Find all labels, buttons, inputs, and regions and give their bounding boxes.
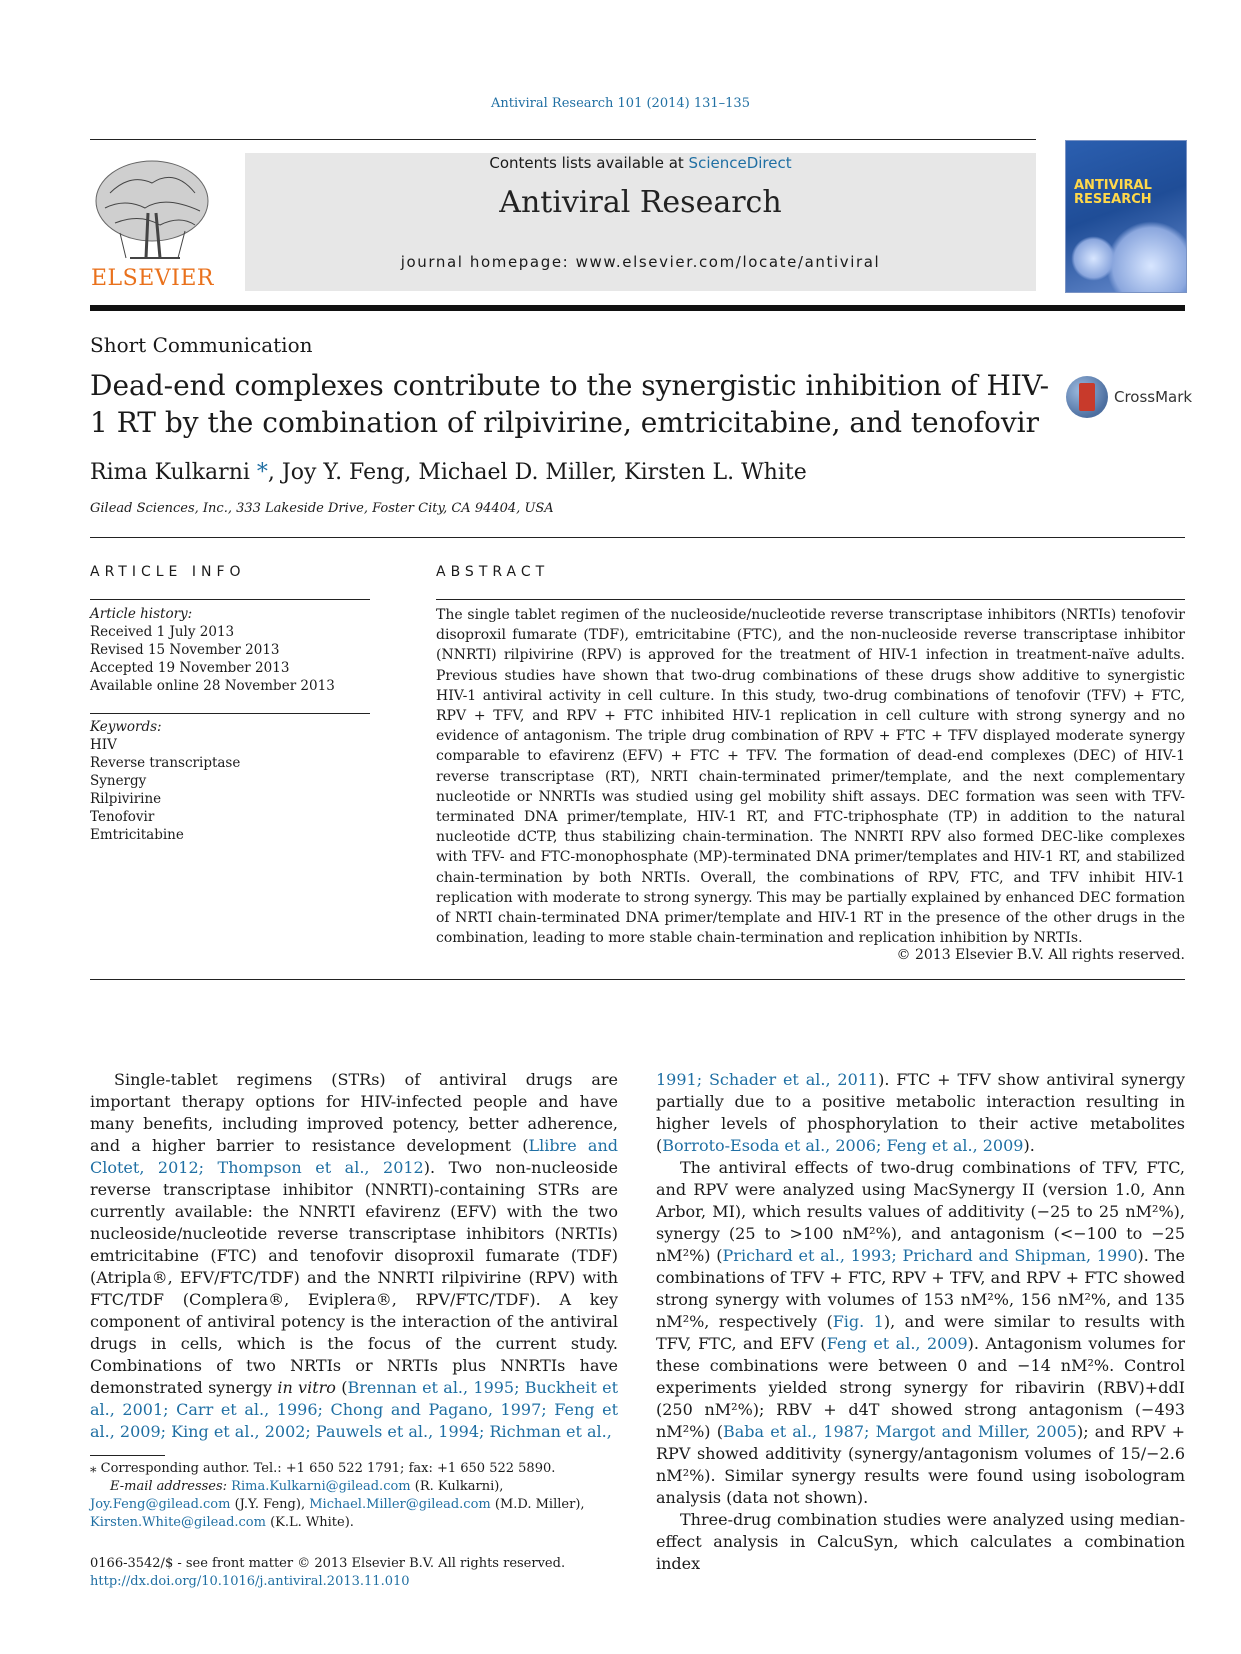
front-matter xyxy=(90,1555,565,1591)
keyword-item: Tenofovir xyxy=(90,809,155,825)
section-rule xyxy=(90,537,1185,538)
sciencedirect-link[interactable]: ScienceDirect xyxy=(688,154,792,172)
reference-link[interactable]: Brennan et al., 1995; Buckheit et al., 2001; Carr et al., 1996; Chong and Pagano, 1997; Feng et al., 2009; King et al., 2002; Pauwels et al., 1994; Richman et al., xyxy=(90,1378,619,1441)
author-names-rest: , Joy Y. Feng, Michael D. Miller, Kirsten L. White xyxy=(267,460,807,485)
body-paragraph: The antiviral effects of two-drug combinations of TFV, FTC, and RPV were analyzed using MacSynergy II (version 1.0, Ann Arbor, MI), which results values of additivity (−25 to 25 nM²%), synergy (25 to >100 nM²%), and antagonism (<−100 to −25 nM²%) (Prichard et al., 1993; Prichard and Shipman, 1990). The combinations of TFV + FTC, RPV + TFV, and RPV + FTC showed strong synergy with volumes of 153 nM²%, 156 nM²%, and 135 nM²%, respectively (Fig. 1), and were similar to results with TFV, FTC, and EFV (Feng et al., 2009). Antagonism volumes for these combinations were between 0 and −14 nM²%. Control experiments yielded strong synergy for ribavirin (RBV)+ddI (250 nM²%); RBV + d4T showed strong antagonism (−493 nM²%) (Baba et al., 1987; Margot and Miller, 2005); and RPV + RPV showed additivity (synergy/antagonism volumes of 15/−2.6 nM²%). Similar synergy results were found using isobologram analysis (data not shown). xyxy=(656,1158,1186,1507)
figure-link[interactable]: Fig. 1 xyxy=(832,1312,884,1331)
keywords-label: Keywords: xyxy=(90,719,162,735)
abstract-bottom-rule xyxy=(90,979,1185,980)
article-type: Short Communication xyxy=(90,333,313,357)
cover-title: ANTIVIRAL RESEARCH xyxy=(1074,178,1152,207)
reference-link[interactable]: Prichard et al., 1993; Prichard and Shipman, 1990 xyxy=(722,1246,1138,1265)
crossmark-badge[interactable] xyxy=(1066,376,1196,420)
body-paragraph: 1991; Schader et al., 2011). FTC + TFV show antiviral synergy partially due to a positive metabolic interaction resulting in higher levels of phosphorylation to their active metabolites (Borroto-Esoda et al., 2006; Feng et al., 2009). xyxy=(656,1070,1185,1155)
contents-line xyxy=(245,153,1036,173)
reference-link[interactable]: Baba et al., 1987; Margot and Miller, 2005 xyxy=(722,1422,1077,1441)
reference-link[interactable]: Llibre and Clotet, 2012; Thompson et al., 2012 xyxy=(90,1136,619,1177)
author-affiliation: Gilead Sciences, Inc., 333 Lakeside Drive, Foster City, CA 94404, USA xyxy=(90,501,554,516)
crossmark-bookmark-icon xyxy=(1079,383,1095,411)
issn-line: 0166-3542/$ - see front matter © 2013 Elsevier B.V. All rights reserved. xyxy=(90,1556,566,1571)
email-link[interactable]: Kirsten.White@gilead.com xyxy=(90,1515,266,1530)
elsevier-wordmark: ELSEVIER xyxy=(90,266,214,291)
footnote-rule xyxy=(90,1455,165,1456)
article-info-rule xyxy=(90,599,370,600)
keyword-item: Reverse transcriptase xyxy=(90,755,241,771)
author-list xyxy=(90,460,807,485)
header-thick-rule xyxy=(90,305,1185,311)
body-paragraph: Three-drug combination studies were analyzed using median-effect analysis in CalcuSyn, which calculates a combination index xyxy=(656,1510,1185,1573)
journal-homepage[interactable]: journal homepage: www.elsevier.com/locate/antiviral xyxy=(400,253,881,271)
reference-link[interactable]: 1991; Schader et al., 2011 xyxy=(656,1070,879,1089)
reference-link[interactable]: Borroto-Esoda et al., 2006; Feng et al., 2009 xyxy=(662,1136,1024,1155)
email-addresses: E-mail addresses: Rima.Kulkarni@gilead.com (R. Kulkarni), Joy.Feng@gilead.com (J.Y. Feng), Michael.Miller@gilead.com (M.D. Miller), Kirsten.White@gilead.com (K.L. White). xyxy=(90,1479,585,1530)
crossmark-label: CrossMark xyxy=(1114,388,1193,406)
header-top-rule xyxy=(90,139,1036,140)
abstract-rule xyxy=(436,599,1185,600)
history-item: Received 1 July 2013 xyxy=(90,624,235,640)
corresponding-author-contact: ⁎ Corresponding author. Tel.: +1 650 522 1791; fax: +1 650 522 5890. xyxy=(90,1461,556,1476)
article-history-label: Article history: xyxy=(90,606,193,622)
article-title: Dead-end complexes contribute to the synergistic inhibition of HIV-1 RT by the combination of rilpivirine, emtricitabine, and tenofovir xyxy=(90,369,1050,439)
email-link[interactable]: Michael.Miller@gilead.com xyxy=(309,1497,491,1512)
history-item: Revised 15 November 2013 xyxy=(90,642,280,658)
body-paragraph: Single-tablet regimens (STRs) of antiviral drugs are important therapy options for HIV-infected people and have many benefits, including improved potency, better adherence, and a higher barrier to resistance development (Llibre and Clotet, 2012; Thompson et al., 2012). Two non-nucleoside reverse transcriptase inhibitor (NNRTI)-containing STRs are currently available: the NNRTI efavirenz (EFV) with the two nucleoside/nucleotide reverse transcriptase inhibitors (NRTIs) emtricitabine (FTC) and tenofovir disoproxil fumarate (TDF) (Atripla®, EFV/FTC/TDF) and the NNRTI rilpivirine (RPV) with FTC/TDF (Complera®, Eviplera®, RPV/FTC/TDF). A key component of antiviral potency is the interaction of the antiviral drugs in cells, which is the focus of the current study. Combinations of two NRTIs or NRTIs plus NNRTIs have demonstrated synergy in vitro (Brennan et al., 1995; Buckheit et al., 2001; Carr et al., 1996; Chong and Pagano, 1997; Feng et al., 2009; King et al., 2002; Pauwels et al., 1994; Richman et al., xyxy=(90,1070,619,1441)
journal-cover-image[interactable] xyxy=(1065,140,1187,293)
abstract-text: The single tablet regimen of the nucleoside/nucleotide reverse transcriptase inhibitors (NRTIs) tenofovir disoproxil fumarate (TDF), emtricitabine (FTC), and the non-nucleoside reverse transcriptase inhibitor (NNRTI) rilpivirine (RPV) is approved for the treatment of HIV-1 infection in treatment-naïve adults. Previous studies have shown that two-drug combinations of these drugs show additive to synergistic HIV-1 antiviral activity in cell culture. In this study, two-drug combinations of tenofovir (TFV) + FTC, RPV + TFV, and RPV + FTC inhibited HIV-1 replication in cell culture with strong synergy and no evidence of antagonism. The triple drug combination of RPV + FTC + TFV displayed moderate synergy comparable to efavirenz (EFV) + FTC + TFV. The formation of dead-end complexes (DEC) of HIV-1 reverse transcriptase (RT), NRTI chain-terminated primer/template, and the next complementary nucleotide or NNRTIs was studied using gel mobility shift assays. DEC formation was seen with TFV-terminated DNA primer/template, HIV-1 RT, and FTC-triphosphate (TP) in addition to the natural nucleotide dCTP, thus stabilizing chain-termination. The NNRTI RPV also formed DEC-like complexes with TFV- and FTC-monophosphate (MP)-terminated DNA primer/templates and HIV-1 RT, and stabilized chain-termination by both NRTIs. Overall, the combinations of RPV, FTC, and TFV inhibit HIV-1 replication with moderate to strong synergy. This may be partially explained by enhanced DEC formation of NRTI chain-terminated DNA primer/template and HIV-1 RT in the presence of the other drugs in the combination, leading to more stable chain-termination and replication inhibition by NRTIs. xyxy=(436,607,1185,947)
article-info-heading: ARTICLE INFO xyxy=(90,564,246,580)
email-link[interactable]: Rima.Kulkarni@gilead.com xyxy=(231,1479,411,1494)
doi-link[interactable]: http://dx.doi.org/10.1016/j.antiviral.2013.11.010 xyxy=(90,1574,410,1589)
body-column-left xyxy=(90,1069,618,1443)
body-column-right xyxy=(656,1069,1185,1575)
keywords-list xyxy=(90,718,240,844)
contents-prefix: Contents lists available at xyxy=(489,154,689,172)
article-history xyxy=(90,605,335,695)
journal-name[interactable]: Antiviral Research xyxy=(499,185,782,220)
cover-decoration xyxy=(1071,236,1116,281)
history-item: Accepted 19 November 2013 xyxy=(90,660,290,676)
corresponding-author-footnote xyxy=(90,1460,618,1532)
history-item: Available online 28 November 2013 xyxy=(90,678,335,694)
journal-citation[interactable]: Antiviral Research 101 (2014) 131–135 xyxy=(491,96,750,111)
keyword-item: Emtricitabine xyxy=(90,827,184,843)
email-link[interactable]: Joy.Feng@gilead.com xyxy=(90,1497,231,1512)
abstract-heading: ABSTRACT xyxy=(436,564,550,580)
reference-link[interactable]: Feng et al., 2009 xyxy=(826,1334,968,1353)
journal-header-box xyxy=(245,153,1036,291)
keywords-rule xyxy=(90,713,370,714)
author-name: Rima Kulkarni xyxy=(90,460,250,485)
keyword-item: Synergy xyxy=(90,773,147,789)
keyword-item: HIV xyxy=(90,737,117,753)
corresponding-author-marker[interactable]: * xyxy=(256,460,268,485)
abstract-copyright: © 2013 Elsevier B.V. All rights reserved. xyxy=(896,947,1185,963)
keyword-item: Rilpivirine xyxy=(90,791,162,807)
cover-decoration xyxy=(1106,221,1187,293)
